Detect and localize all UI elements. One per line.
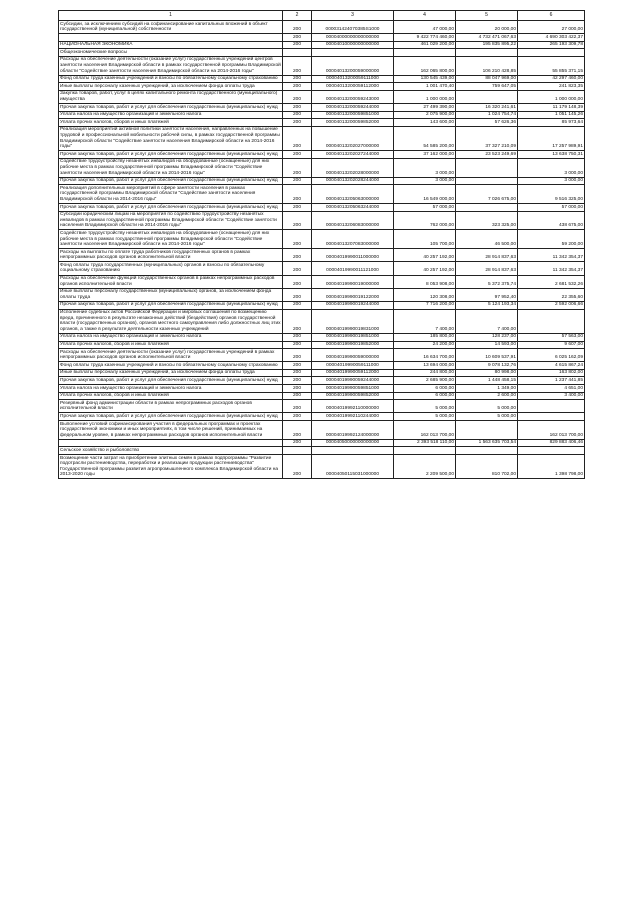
row-ved: 200: [283, 204, 312, 212]
row-remaining: [518, 49, 585, 57]
row-approved: 27 499 390,00: [394, 104, 456, 112]
table-row: [59, 211, 585, 230]
row-approved: 3 000,00: [394, 177, 456, 185]
row-approved: 13 694 000,00: [394, 362, 456, 370]
row-approved: 54 585 200,00: [394, 126, 456, 150]
row-ved: 200: [283, 211, 312, 230]
row-remaining: 829 883 406,46: [518, 439, 585, 447]
row-code: 00004019990059112000: [312, 369, 394, 377]
row-code: 000031424070385S1000: [312, 21, 394, 34]
row-code: 00004019990019851000: [312, 333, 394, 341]
row-code: 00004013202028000000: [312, 158, 394, 177]
row-name: Субсидии, за исключением субсидий на софинансирование капитальных вложений в объект государственной (муниципальной) собственности: [59, 21, 283, 34]
row-remaining: 13 638 750,31: [518, 151, 585, 159]
row-approved: 162 013 700,00: [394, 421, 456, 440]
row-ved: 200: [283, 439, 312, 447]
row-approved: 6 000,00: [394, 392, 456, 400]
row-approved: 2 209 500,00: [394, 455, 456, 479]
row-name: Прочая закупка товаров, работ и услуг для обеспечения государственных (муниципальных) нужд: [59, 377, 283, 385]
row-ved: 200: [283, 413, 312, 421]
table-row: [59, 177, 585, 185]
table-row: [59, 75, 585, 83]
row-approved: 37 162 000,00: [394, 151, 456, 159]
row-code: 00004013200059243000: [312, 90, 394, 103]
row-code: 00004000000000000000: [312, 34, 394, 42]
row-code: 00004019990059000000: [312, 349, 394, 362]
row-executed: 7 026 675,00: [456, 185, 518, 204]
row-remaining: 85 973,64: [518, 119, 585, 127]
row-executed: 28 914 837,63: [456, 249, 518, 262]
table-row: [59, 362, 585, 370]
row-name: Уплата налога на имущество организаций и земельного налога: [59, 111, 283, 119]
row-approved: 24 200,00: [394, 341, 456, 349]
row-ved: 200: [283, 56, 312, 75]
column-header: 4: [394, 11, 456, 21]
row-ved: [283, 447, 312, 455]
row-executed: 88 047 969,00: [456, 75, 518, 83]
row-name: Прочая закупка товаров, работ и услуг для обеспечения государственных (муниципальных) нужд: [59, 301, 283, 309]
row-code: 00004013200059851000: [312, 111, 394, 119]
row-ved: 200: [283, 126, 312, 150]
table-row: [59, 301, 585, 309]
row-ved: 200: [283, 41, 312, 49]
row-approved: [394, 49, 456, 57]
table-row: [59, 400, 585, 413]
row-remaining: 4 690 303 422,37: [518, 34, 585, 42]
row-name: Содействие трудоустройству незанятых инвалидов на оборудованные (оснащенные) для них рабочие места в рамках государственной программы Владимирской области "Содействие занятости населения Владимирской области на 2014-2016 годы": [59, 158, 283, 177]
row-approved: 185 800,00: [394, 333, 456, 341]
table-row: [59, 126, 585, 150]
row-executed: 16 320 241,61: [456, 104, 518, 112]
row-name: Прочая закупка товаров, работ и услуг для обеспечения государственных (муниципальных) нужд: [59, 151, 283, 159]
row-ved: 200: [283, 185, 312, 204]
column-header: 2: [283, 11, 312, 21]
table-row: [59, 56, 585, 75]
row-executed: 4 732 471 067,63: [456, 34, 518, 42]
row-name: Прочая закупка товаров, работ и услуг для обеспечения государственных (муниципальных) нужд: [59, 204, 283, 212]
row-executed: [456, 421, 518, 440]
row-code: 00004019990019831000: [312, 309, 394, 333]
table-row: [59, 204, 585, 212]
row-code: [312, 49, 394, 57]
row-executed: 5 124 193,34: [456, 301, 518, 309]
row-name: Расходы на обеспечение деятельности (оказание услуг) государственных учреждений в рамках непрограммных расходов органов исполнительной власти: [59, 349, 283, 362]
table-row: [59, 158, 585, 177]
row-approved: 5 000,00: [394, 413, 456, 421]
table-row: [59, 392, 585, 400]
row-executed: 14 593,00: [456, 341, 518, 349]
row-code: 00004019992110000000: [312, 400, 394, 413]
table-row: [59, 275, 585, 288]
table-row: [59, 413, 585, 421]
row-code: 00004010000000000000: [312, 41, 394, 49]
row-remaining: 163 802,00: [518, 369, 585, 377]
row-remaining: 3 400,00: [518, 392, 585, 400]
row-approved: 16 634 700,00: [394, 349, 456, 362]
row-remaining: 9 516 325,00: [518, 185, 585, 204]
row-approved: 2 685 900,00: [394, 377, 456, 385]
row-ved: 200: [283, 341, 312, 349]
row-name: Расходы на обеспечение функций государственных органов в рамках непрограммных расходов органов исполнительной власти: [59, 275, 283, 288]
row-ved: 200: [283, 119, 312, 127]
row-name: Выполнение условий софинансирования участия в федеральных программах и проектах государственной экономики и иных мероприятиях, в том числе решений, принимаемых на федеральном уровне, в рамках непрограммных расходов органов исполнительной власти: [59, 421, 283, 440]
row-name: Возмещение части затрат на приобретение элитных семян в рамках подпрограммы "Развитие подотрасли растениеводства, переработки и реализации продукции растениеводства" Государственной программы развития агропромышленного комплекса Владимирской области на 2013-2020 годы: [59, 455, 283, 479]
row-ved: 200: [283, 75, 312, 83]
row-code: 00004013206083000000: [312, 211, 394, 230]
row-executed: 46 500,00: [456, 230, 518, 249]
row-ved: 200: [283, 90, 312, 103]
report-page: [58, 10, 584, 479]
row-name: Уплата налога на имущество организаций и земельного налога: [59, 385, 283, 393]
row-name: Уплата прочих налогов, сборов и иных платежей: [59, 392, 283, 400]
row-code: 00004019990011121000: [312, 262, 394, 275]
column-header: 6: [518, 11, 585, 21]
row-name: Фонд оплаты труда казенных учреждений и взносы по обязательному социальному страхованию: [59, 75, 283, 83]
table-row: [59, 119, 585, 127]
table-row: [59, 421, 585, 440]
row-executed: [456, 90, 518, 103]
row-ved: 200: [283, 158, 312, 177]
row-executed: [456, 447, 518, 455]
row-approved: 47 000,00: [394, 21, 456, 34]
row-ved: 200: [283, 421, 312, 440]
row-remaining: 11 342 354,37: [518, 262, 585, 275]
row-approved: 130 545 439,00: [394, 75, 456, 83]
row-approved: 2 075 900,00: [394, 111, 456, 119]
row-executed: 97 952,40: [456, 288, 518, 301]
row-code: 00004019990059111000: [312, 362, 394, 370]
row-executed: 1 448 458,15: [456, 377, 518, 385]
row-approved: 3 000,00: [394, 158, 456, 177]
row-ved: 200: [283, 111, 312, 119]
row-name: Иные выплаты персоналу казенных учреждений, за исключением фонда оплаты труда: [59, 83, 283, 91]
row-executed: 5 000,00: [456, 413, 518, 421]
table-row: [59, 90, 585, 103]
row-code: 00004013200059112000: [312, 83, 394, 91]
row-remaining: [518, 447, 585, 455]
table-row: [59, 349, 585, 362]
row-name: Содействие трудоустройству незанятых инвалидов на оборудованные (оснащенные) для них рабочие места в рамках государственной программы Владимирской области "Содействие занятости населения Владимирской области на 2014-2016 годы": [59, 230, 283, 249]
row-executed: 810 702,00: [456, 455, 518, 479]
row-remaining: 438 675,00: [518, 211, 585, 230]
row-remaining: 4 651,00: [518, 385, 585, 393]
row-name: Фонд оплаты труда государственных (муниципальных) органов и взносы по обязательному социальному страхованию: [59, 262, 283, 275]
table-row: [59, 185, 585, 204]
row-remaining: 9 607,00: [518, 341, 585, 349]
table-row: [59, 21, 585, 34]
row-executed: 5 372 375,74: [456, 275, 518, 288]
row-code: 00004019990059244000: [312, 377, 394, 385]
row-executed: [456, 204, 518, 212]
row-code: 00004019992124000000: [312, 421, 394, 440]
row-name: Субсидии юридическим лицам на мероприятия по содействию трудоустройству незанятых инвалидов в рамках государственной программы Владимирской области "Содействие занятости населения Владимирской области на 2014-2016 годы": [59, 211, 283, 230]
column-header: 1: [59, 11, 283, 21]
row-name: Исполнение судебных актов Российской Федерации и мировых соглашений по возмещению вреда, причиненного в результате незаконных действий (бездействия) органов государственной власти (государственных органов), органов местного самоуправления либо должностных лиц этих органов, а также в результате деятельности казенных учреждений: [60, 310, 281, 332]
row-code: 00004013207083000000: [312, 230, 394, 249]
row-code: 00004019992110244000: [312, 413, 394, 421]
row-approved: 8 053 908,00: [394, 275, 456, 288]
row-remaining: 6 025 162,09: [518, 349, 585, 362]
row-approved: [394, 447, 456, 455]
row-remaining: 59 200,00: [518, 230, 585, 249]
table-row: [59, 447, 585, 455]
row-remaining: 11 342 354,37: [518, 249, 585, 262]
table-row: [59, 439, 585, 447]
row-executed: 106 210 428,85: [456, 56, 518, 75]
row-executed: 323 325,00: [456, 211, 518, 230]
row-remaining: 241 823,35: [518, 83, 585, 91]
table-row: [59, 151, 585, 159]
row-executed: [456, 158, 518, 177]
row-approved: 5 000,00: [394, 400, 456, 413]
row-code: 00004050000000000000: [312, 439, 394, 447]
row-name: [59, 439, 283, 447]
row-ved: 200: [283, 249, 312, 262]
row-approved: 57 000,00: [394, 204, 456, 212]
row-ved: 200: [283, 377, 312, 385]
row-approved: 244 800,00: [394, 369, 456, 377]
row-name: Иные выплаты персоналу государственных (муниципальных) органов, за исключением фонда оплаты труда: [59, 288, 283, 301]
row-name: Иные выплаты персоналу казенных учреждений, за исключением фонда оплаты труда: [59, 369, 283, 377]
row-name: Уплата прочих налогов, сборов и иных платежей: [59, 119, 283, 127]
row-approved: 7 400,00: [394, 309, 456, 333]
table-row: [59, 385, 585, 393]
row-code: 00004013200059111000: [312, 75, 394, 83]
row-remaining: 27 000,00: [518, 21, 585, 34]
row-remaining: 1 398 798,00: [518, 455, 585, 479]
row-name: Расходы на обеспечение деятельности (оказание услуг) государственных учреждений центров занятости населения Владимирской области в рамках государственной программы Владимирской области "Содействие занятости населения Владимирской области на 2014-2016 годы": [60, 57, 281, 74]
row-executed: 195 835 895,22: [456, 41, 518, 49]
row-executed: 128 237,00: [456, 333, 518, 341]
row-name: Фонд оплаты труда казенных учреждений и взносы по обязательному социальному страхованию: [59, 362, 283, 370]
row-code: 00004050115031000000: [312, 455, 394, 479]
row-executed: 2 600,00: [456, 392, 518, 400]
row-remaining: 1 051 145,26: [518, 111, 585, 119]
row-ved: 200: [283, 262, 312, 275]
row-ved: 200: [283, 275, 312, 288]
row-executed: 20 000,00: [456, 21, 518, 34]
row-ved: 200: [283, 392, 312, 400]
row-ved: 200: [283, 177, 312, 185]
row-remaining: 162 013 700,00: [518, 421, 585, 440]
row-code: 00004019990019852000: [312, 341, 394, 349]
row-approved: 120 308,00: [394, 288, 456, 301]
row-code: 00004019990059851000: [312, 385, 394, 393]
row-remaining: 22 355,60: [518, 288, 585, 301]
table-row: [59, 369, 585, 377]
row-remaining: 1 000 000,00: [518, 90, 585, 103]
row-remaining: 2 681 532,26: [518, 275, 585, 288]
row-ved: 200: [283, 230, 312, 249]
row-code: 00004019990019000000: [312, 275, 394, 288]
row-executed: 57 626,36: [456, 119, 518, 127]
row-name: Закупка товаров, работ, услуг в целях капитального ремонта государственного (муниципального) имущества: [59, 90, 283, 103]
row-remaining: 3 000,00: [518, 177, 585, 185]
row-name: НАЦИОНАЛЬНАЯ ЭКОНОМИКА: [59, 41, 283, 49]
table-row: [59, 230, 585, 249]
row-executed: 9 078 132,76: [456, 362, 518, 370]
row-name: Прочая закупка товаров, работ и услуг для обеспечения государственных (муниципальных) нужд: [59, 177, 283, 185]
row-ved: 200: [283, 34, 312, 42]
row-code: 00004013200059000000: [312, 56, 394, 75]
row-remaining: 55 855 371,15: [518, 56, 585, 75]
row-name: Сельское хозяйство и рыболовство: [59, 447, 283, 455]
row-approved: 1 000 000,00: [394, 90, 456, 103]
row-remaining: 57 000,00: [518, 204, 585, 212]
row-remaining: [518, 400, 585, 413]
row-code: 00004013202027244000: [312, 151, 394, 159]
row-ved: 200: [283, 349, 312, 362]
row-code: [312, 447, 394, 455]
row-remaining: 11 179 148,39: [518, 104, 585, 112]
row-code: 00004013205063000000: [312, 185, 394, 204]
row-executed: 1 024 754,74: [456, 111, 518, 119]
row-name: Уплата налога на имущество организаций и земельного налога: [59, 333, 283, 341]
row-approved: 6 000,00: [394, 385, 456, 393]
row-name: [59, 34, 283, 42]
table-row: [59, 34, 585, 42]
row-executed: 10 609 537,91: [456, 349, 518, 362]
row-code: 00004019990019122000: [312, 288, 394, 301]
row-executed: 759 647,05: [456, 83, 518, 91]
row-remaining: 2 592 006,66: [518, 301, 585, 309]
row-code: 00004013202028244000: [312, 177, 394, 185]
row-name: Расходы на выплаты по оплате труда работников государственных органов в рамках непрограммных расходов органов исполнительной власти: [59, 249, 283, 262]
row-code: 00004019990059852000: [312, 392, 394, 400]
row-remaining: 17 257 989,91: [518, 126, 585, 150]
row-ved: 200: [283, 301, 312, 309]
row-executed: 37 327 210,09: [456, 126, 518, 150]
row-name: Общеэкономические вопросы: [59, 49, 283, 57]
table-row: [59, 377, 585, 385]
row-name: Прочая закупка товаров, работ и услуг для обеспечения государственных (муниципальных) нужд: [59, 104, 283, 112]
row-approved: 9 422 774 460,00: [394, 34, 456, 42]
row-ved: 200: [283, 151, 312, 159]
row-executed: 5 000,00: [456, 400, 518, 413]
row-code: 00004013200059244000: [312, 104, 394, 112]
row-approved: 40 257 192,00: [394, 249, 456, 262]
column-header-row: [59, 11, 585, 21]
row-remaining: 4 615 867,24: [518, 362, 585, 370]
row-approved: 143 600,00: [394, 119, 456, 127]
row-remaining: [518, 413, 585, 421]
row-remaining: 3 000,00: [518, 158, 585, 177]
row-executed: 28 914 837,63: [456, 262, 518, 275]
table-row: [59, 111, 585, 119]
row-ved: 200: [283, 362, 312, 370]
row-executed: 23 523 249,69: [456, 151, 518, 159]
row-name: Реализация мероприятий активной политики занятости населения, направленных на повышение трудовой и профессиональной мобильности рабочей силы, в рамках государственной программы Владимирской области "Содействие занятости населения Владимирской области на 2014-2016 годы": [59, 126, 283, 150]
table-row: [59, 104, 585, 112]
row-ved: 200: [283, 400, 312, 413]
table-row: [59, 333, 585, 341]
row-code: 00004019990011000000: [312, 249, 394, 262]
row-remaining: 265 193 309,78: [518, 41, 585, 49]
row-approved: 461 029 200,00: [394, 41, 456, 49]
row-ved: [283, 49, 312, 57]
row-remaining: 57 563,00: [518, 333, 585, 341]
table-row: [59, 41, 585, 49]
row-approved: 40 257 192,00: [394, 262, 456, 275]
table-row: [59, 262, 585, 275]
row-ved: 200: [283, 21, 312, 34]
table-row: [59, 288, 585, 301]
column-header: 3: [312, 11, 394, 21]
row-approved: 2 393 518 110,00: [394, 439, 456, 447]
row-code: 00004019990019244000: [312, 301, 394, 309]
row-code: 00004013202027000000: [312, 126, 394, 150]
row-name: Прочая закупка товаров, работ и услуг для обеспечения государственных (муниципальных) нужд: [59, 413, 283, 421]
row-executed: [456, 177, 518, 185]
row-ved: 200: [283, 309, 312, 333]
column-header: 5: [456, 11, 518, 21]
row-approved: 7 716 200,00: [394, 301, 456, 309]
row-remaining: 42 297 460,00: [518, 75, 585, 83]
row-executed: 1 563 635 703,54: [456, 439, 518, 447]
row-ved: 200: [283, 369, 312, 377]
row-code: 00004013205063244000: [312, 204, 394, 212]
table-row: [59, 83, 585, 91]
row-ved: 200: [283, 333, 312, 341]
row-executed: 1 349,00: [456, 385, 518, 393]
row-ved: 200: [283, 104, 312, 112]
row-approved: 16 549 000,00: [394, 185, 456, 204]
row-ved: 200: [283, 455, 312, 479]
table-row: [59, 455, 585, 479]
row-approved: 105 700,00: [394, 230, 456, 249]
row-ved: 200: [283, 288, 312, 301]
budget-table: [58, 10, 585, 479]
row-name: Уплата прочих налогов, сборов и иных платежей: [59, 341, 283, 349]
row-code: 00004013200059852000: [312, 119, 394, 127]
table-row: [59, 341, 585, 349]
row-executed: 7 400,00: [456, 309, 518, 333]
row-ved: 200: [283, 385, 312, 393]
table-row: [59, 309, 585, 333]
row-executed: 80 998,00: [456, 369, 518, 377]
row-remaining: [518, 309, 585, 333]
row-approved: 162 065 800,00: [394, 56, 456, 75]
row-approved: 762 000,00: [394, 211, 456, 230]
row-name: Резервный фонд администрации области в рамках непрограммных расходов органов исполнительной власти: [59, 400, 283, 413]
row-executed: [456, 49, 518, 57]
table-row: [59, 49, 585, 57]
row-remaining: 1 237 441,85: [518, 377, 585, 385]
row-approved: 1 001 470,40: [394, 83, 456, 91]
table-row: [59, 249, 585, 262]
row-name: Реализация дополнительных мероприятий в сфере занятости населения в рамках государственной программы Владимирской области "Содействие занятости населения Владимирской области на 2014-2016 годы": [59, 185, 283, 204]
row-ved: 200: [283, 83, 312, 91]
